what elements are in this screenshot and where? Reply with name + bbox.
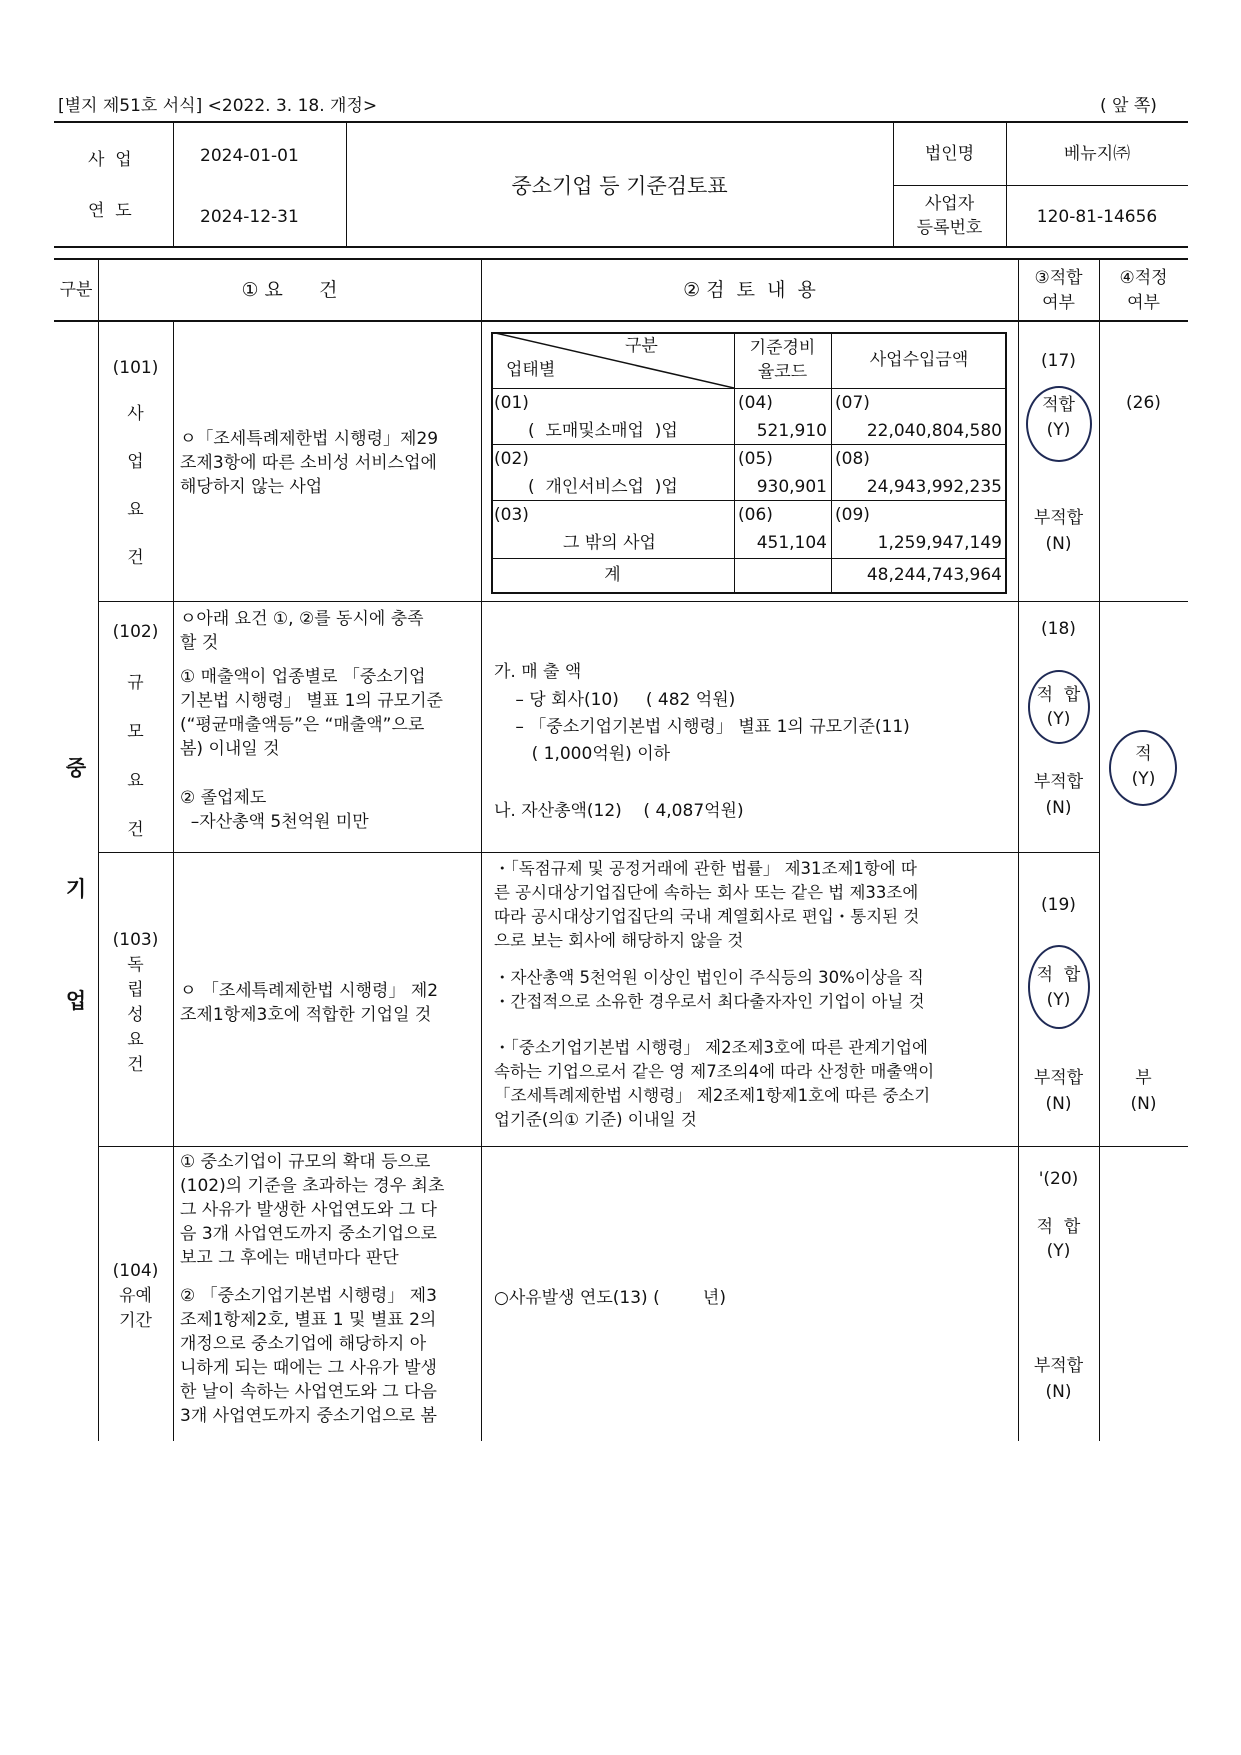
row104-review: ○사유발생 연도(13) ( 년) [494, 1288, 726, 1308]
row103-review-3-line-2: 속하는 기업으로서 같은 영 제7조의4에 따라 산정한 매출액이 [494, 1062, 935, 1081]
row103-review-3-line-1: ・「중소기업기본법 시행령」 제2조제3호에 따른 관계기업에 [494, 1038, 928, 1057]
row102-code: (102) [112, 622, 159, 642]
col-category: 구분 [59, 280, 93, 300]
row103-review-1-line-1: ・「독점규제 및 공정거래에 관한 법률」 제31조제1항에 따 [494, 859, 917, 878]
row102-review-a: 가. 매 출 액 [494, 662, 582, 682]
row101-label-3: 요 [127, 500, 144, 520]
row104-fit-n-2: (N) [1045, 1382, 1072, 1402]
row102-req-line-1: ㅇ아래 요건 ①, ②를 동시에 충족 [180, 609, 424, 629]
row102-req-line-2: 할 것 [180, 633, 219, 653]
row104-label-1: 유예 [119, 1286, 152, 1306]
table-head-category: 구분 [625, 336, 658, 356]
row104-req-2-line-6: 3개 사업연도까지 중소기업으로 봄 [180, 1406, 437, 1426]
row103-label-4: 요 [127, 1030, 144, 1050]
section-char-3: 업 [65, 989, 87, 1013]
row101-code: (101) [112, 358, 159, 378]
col-fit-1: ③적합 [1034, 268, 1083, 288]
row104-fit-y-1: 적 합 [1036, 1217, 1081, 1237]
row102-req-1-line-1: ① 매출액이 업종별로 「중소기업 [180, 667, 426, 687]
row102-label-2: 모 [127, 722, 144, 742]
row104-req-1-line-5: 보고 그 후에는 매년마다 판단 [180, 1248, 399, 1268]
row101-fit-y-1: 적합 [1042, 395, 1075, 415]
row103-req-line-1: ㅇ 「조세특례제한법 시행령」 제2 [180, 981, 439, 1001]
reg-label-1: 사업자 [924, 194, 975, 214]
row102-fit-code: (18) [1041, 619, 1076, 639]
table-total-label: 계 [604, 565, 621, 585]
year-label-1: 사 업 [88, 150, 132, 170]
table-row-3-name: 그 밖의 사업 [563, 533, 656, 553]
row104-req-1-line-1: ① 중소기업이 규모의 확대 등으로 [180, 1152, 431, 1172]
row103-fit-code: (19) [1041, 895, 1076, 915]
year-label-2: 연 도 [88, 201, 132, 221]
table-row-3-amt-no: (09) [835, 505, 870, 525]
row103-review-1-line-2: 른 공시대상기업집단에 속하는 회사 또는 같은 법 제33조에 [494, 883, 919, 902]
page-title: 중소기업 등 기준검토표 [511, 174, 728, 198]
table-row-3-amount: 1,259,947,149 [877, 533, 1002, 553]
table-row-3-no: (03) [494, 505, 529, 525]
row103-final-n-2: (N) [1130, 1094, 1157, 1114]
row104-req-2-line-5: 한 날이 속하는 사업연도와 그 다음 [180, 1382, 437, 1402]
row102-req-1-line-3: (“평균매출액등”은 “매출액”으로 [180, 715, 425, 735]
table-head-code-2: 율코드 [757, 362, 808, 382]
table-row-2-name: ( 개인서비스업 )업 [528, 477, 678, 497]
table-head-amount: 사업수입금액 [869, 350, 969, 370]
row102-review-b: 나. 자산총액(12) ( 4,087억원) [494, 801, 744, 821]
row101-label-1: 사 [127, 404, 144, 424]
row102-label-3: 요 [127, 771, 144, 791]
row102-req-2-line-1: ② 졸업제도 [180, 788, 267, 808]
row102-final-y-2: (Y) [1131, 769, 1156, 789]
row103-req-line-2: 조제1항제3호에 적합한 기업일 것 [180, 1005, 432, 1025]
row104-req-2-line-3: 개정으로 중소기업에 해당하지 아 [180, 1334, 427, 1354]
row104-fit-y-2: (Y) [1046, 1241, 1071, 1261]
corp-name-label: 법인명 [924, 144, 975, 164]
table-row-3-code: 451,104 [756, 533, 827, 553]
row103-code: (103) [112, 930, 159, 950]
table-row-2-amt-no: (08) [835, 449, 870, 469]
row104-req-2-line-1: ② 「중소기업기본법 시행령」 제3 [180, 1286, 437, 1306]
page-side: ( 앞 쪽) [1100, 96, 1157, 116]
table-row-2-no: (02) [494, 449, 529, 469]
row102-fit-n-1: 부적합 [1033, 772, 1084, 792]
col-requirement: ① 요 건 [241, 279, 338, 301]
table-row-1-amount: 22,040,804,580 [866, 421, 1002, 441]
reg-label-2: 등록번호 [916, 218, 983, 238]
row101-label-2: 업 [127, 452, 144, 472]
row103-fit-y-1: 적 합 [1036, 965, 1081, 985]
reg-number: 120-81-14656 [1036, 207, 1158, 227]
row102-review-a1: – 당 회사(10) ( 482 억원) [510, 690, 736, 710]
row101-fit-n-2: (N) [1045, 534, 1072, 554]
row102-review-a3: ( 1,000억원) 이하 [510, 744, 671, 764]
corp-name: 베뉴지㈜ [1063, 144, 1131, 164]
row103-review-2-line-2: ・간접적으로 소유한 경우로서 최다출자자인 기업이 아닐 것 [494, 992, 925, 1011]
table-row-1-code: 521,910 [756, 421, 827, 441]
table-row-1-no: (01) [494, 393, 529, 413]
row103-label-2: 립 [127, 980, 144, 1000]
row102-fit-y-1: 적 합 [1036, 685, 1081, 705]
row103-label-3: 성 [127, 1005, 144, 1025]
row102-fit-n-2: (N) [1045, 798, 1072, 818]
row104-req-1-line-2: (102)의 기준을 초과하는 경우 최초 [180, 1176, 445, 1196]
row102-fit-y-2: (Y) [1046, 709, 1071, 729]
row103-label-1: 독 [127, 955, 144, 975]
row104-req-2-line-4: 니하게 되는 때에는 그 사유가 발생 [180, 1358, 437, 1378]
row103-fit-y-2: (Y) [1046, 990, 1071, 1010]
col-fit-2: 여부 [1042, 293, 1075, 313]
col-final-2: 여부 [1127, 293, 1160, 313]
section-char-2: 기 [65, 877, 87, 901]
table-row-1-code-no: (04) [738, 393, 773, 413]
row104-fit-code: '(20) [1038, 1169, 1079, 1189]
row103-review-3-line-3: 「조세특례제한법 시행령」 제2조제1항제1호에 따른 중소기 [494, 1086, 931, 1105]
row103-review-1-line-4: 으로 보는 회사에 해당하지 않을 것 [494, 931, 744, 950]
row102-review-a2: – 「중소기업기본법 시행령」 별표 1의 규모기준(11) [510, 717, 910, 737]
row101-req-line-3: 해당하지 않는 사업 [180, 477, 323, 497]
table-row-2-code-no: (05) [738, 449, 773, 469]
row104-fit-n-1: 부적합 [1033, 1356, 1084, 1376]
table-head-code-1: 기준경비 [749, 338, 816, 358]
row102-label-1: 규 [127, 673, 144, 693]
col-final-1: ④적정 [1119, 268, 1168, 288]
row103-review-2-line-1: ・자산총액 5천억원 이상인 법인이 주식등의 30%이상을 직 [494, 968, 924, 987]
row104-req-1-line-3: 그 사유가 발생한 사업연도와 그 다 [180, 1200, 437, 1220]
row104-req-1-line-4: 음 3개 사업연도까지 중소기업으로 [180, 1224, 437, 1244]
col-review: ② 검 토 내 용 [683, 279, 816, 301]
section-char-1: 중 [65, 756, 87, 780]
row101-fit-y-2: (Y) [1046, 420, 1071, 440]
row104-label-2: 기간 [119, 1311, 152, 1331]
row102-final-y-1: 적 [1135, 744, 1152, 764]
row103-label-5: 건 [127, 1055, 144, 1075]
row103-fit-n-2: (N) [1045, 1094, 1072, 1114]
row101-req-line-2: 조제3항에 따른 소비성 서비스업에 [180, 453, 437, 473]
row101-final-code: (26) [1126, 393, 1161, 413]
row101-label-4: 건 [127, 548, 144, 568]
table-head-business: 업태별 [506, 360, 556, 380]
table-row-1-amt-no: (07) [835, 393, 870, 413]
table-row-1-name: ( 도매및소매업 )업 [528, 421, 678, 441]
row103-fit-circle [1028, 945, 1090, 1029]
row103-review-3-line-4: 업기준(의① 기준) 이내일 것 [494, 1110, 697, 1129]
fiscal-start-date: 2024-01-01 [200, 146, 299, 166]
row102-req-1-line-2: 기본법 시행령」 별표 1의 규모기준 [180, 691, 443, 711]
row102-label-4: 건 [127, 820, 144, 840]
row103-final-n-1: 부 [1135, 1068, 1152, 1088]
row104-code: (104) [112, 1261, 159, 1281]
table-row-3-code-no: (06) [738, 505, 773, 525]
row102-req-2-line-2: –자산총액 5천억원 미만 [180, 812, 369, 832]
row101-fit-n-1: 부적합 [1033, 508, 1084, 528]
row101-req-line-1: ㅇ「조세특례제한법 시행령」제29 [180, 429, 439, 449]
row104-req-2-line-2: 조제1항제2호, 별표 1 및 별표 2의 [180, 1310, 437, 1330]
table-row-2-amount: 24,943,992,235 [866, 477, 1002, 497]
row101-fit-code: (17) [1041, 351, 1076, 371]
table-total: 48,244,743,964 [866, 565, 1002, 585]
row102-req-1-line-4: 봄) 이내일 것 [180, 739, 280, 759]
row103-review-1-line-3: 따라 공시대상기업집단의 국내 계열회사로 편입・통지된 것 [494, 907, 920, 926]
fiscal-end-date: 2024-12-31 [200, 207, 299, 227]
table-row-2-code: 930,901 [756, 477, 827, 497]
form-id: [별지 제51호 서식] <2022. 3. 18. 개정> [58, 96, 378, 116]
row103-fit-n-1: 부적합 [1033, 1068, 1084, 1088]
